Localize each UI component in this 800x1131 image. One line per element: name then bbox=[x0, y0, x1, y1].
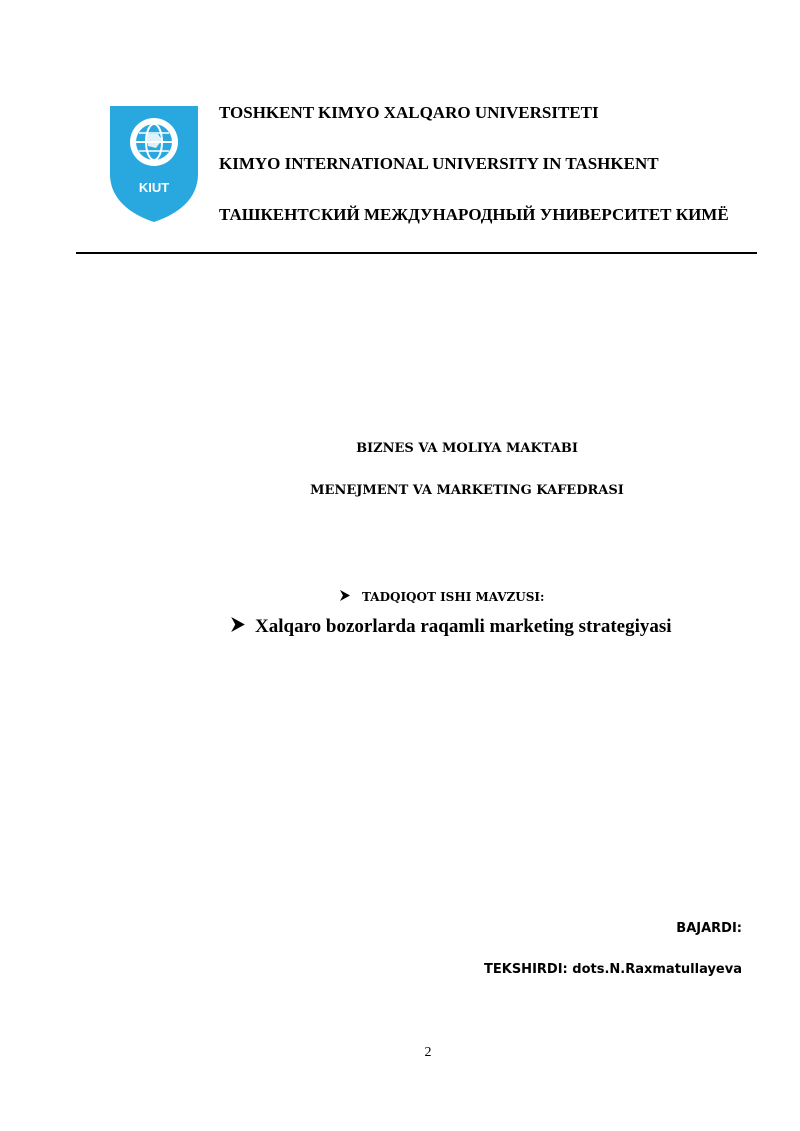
completed-by: BAJARDI: bbox=[676, 921, 742, 936]
kiut-logo bbox=[108, 104, 200, 224]
department-name: MENEJMENT VA MARKETING KAFEDRASI bbox=[310, 483, 624, 498]
logo-text: KIUT bbox=[138, 180, 170, 195]
university-name-ru: ТАШКЕНТСКИЙ МЕЖДУНАРОДНЫЙ УНИВЕРСИТЕТ КИМЁ bbox=[219, 205, 729, 224]
header-divider bbox=[76, 252, 757, 254]
checked-by: TEKSHIRDI: dots.N.Raxmatullayeva bbox=[484, 962, 742, 977]
arrowhead-bullet-icon bbox=[340, 590, 350, 604]
topic-title: Xalqaro bozorlarda raqamli marketing strategiyasi bbox=[255, 616, 672, 637]
topic-label-line bbox=[340, 590, 544, 604]
globe-icon bbox=[130, 118, 178, 166]
arrowhead-bullet-icon bbox=[231, 616, 245, 638]
topic-label: TADQIQOT ISHI MAVZUSI: bbox=[362, 590, 545, 604]
university-name-uz: TOSHKENT KIMYO XALQARO UNIVERSITETI bbox=[219, 103, 599, 122]
page-number: 2 bbox=[424, 1045, 432, 1060]
university-name-en: KIMYO INTERNATIONAL UNIVERSITY IN TASHKENT bbox=[219, 154, 659, 173]
topic-title-line bbox=[231, 616, 672, 638]
school-name: BIZNES VA MOLIYA MAKTABI bbox=[356, 441, 578, 456]
